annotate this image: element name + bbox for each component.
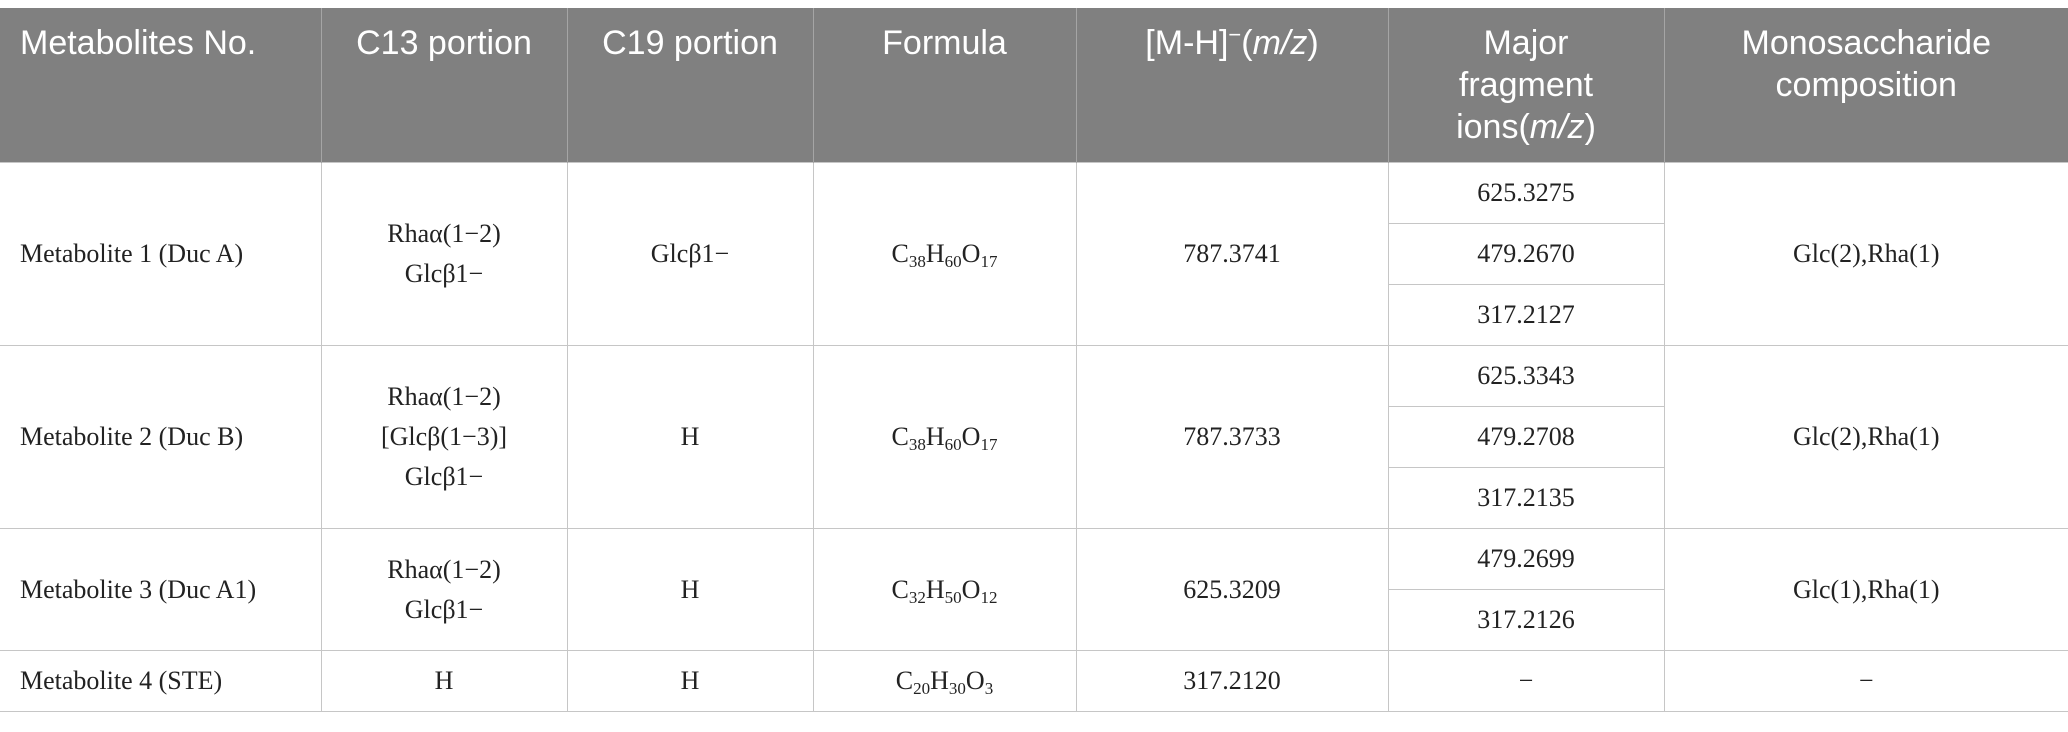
mz-value: 787.3733 [1076, 346, 1388, 529]
c13-portion: Rhaα(1−2) [Glcβ(1−3)] Glcβ1− [321, 346, 567, 529]
header-c19-portion: C19 portion [567, 8, 813, 163]
fragment-ion: 317.2135 [1388, 468, 1664, 529]
fragment-ion: 479.2708 [1388, 407, 1664, 468]
c19-portion: H [567, 529, 813, 651]
fragment-ion: 479.2670 [1388, 224, 1664, 285]
monosaccharide-composition: Glc(2),Rha(1) [1664, 346, 2068, 529]
table-row [0, 651, 2068, 712]
fragment-ion: 317.2126 [1388, 590, 1664, 651]
c19-portion: Glcβ1− [567, 163, 813, 346]
header-mz: [M-H]−(m/z) [1076, 8, 1388, 163]
metabolites-table [0, 8, 2068, 712]
c13-portion: Rhaα(1−2) Glcβ1− [321, 529, 567, 651]
monosaccharide-composition: − [1664, 651, 2068, 712]
c13-portion: H [321, 651, 567, 712]
header-monosaccharide-composition: Monosaccharide composition [1664, 8, 2068, 163]
mz-value: 625.3209 [1076, 529, 1388, 651]
metabolite-name: Metabolite 3 (Duc A1) [0, 529, 321, 651]
formula: $C_{38}H_{60}O_{17}$ [813, 346, 1076, 529]
mz-value: 787.3741 [1076, 163, 1388, 346]
fragment-ion: 625.3343 [1388, 346, 1664, 407]
formula: $C_{38}H_{60}O_{17}$ [813, 163, 1076, 346]
formula: $C_{32}H_{50}O_{12}$ [813, 529, 1076, 651]
c19-portion: H [567, 651, 813, 712]
fragment-ion: − [1388, 651, 1664, 712]
header-c13-portion: C13 portion [321, 8, 567, 163]
c13-portion: Rhaα(1−2) Glcβ1− [321, 163, 567, 346]
fragment-ion: 479.2699 [1388, 529, 1664, 590]
monosaccharide-composition: Glc(1),Rha(1) [1664, 529, 2068, 651]
c19-portion: H [567, 346, 813, 529]
table-row [0, 529, 2068, 590]
header-row [0, 8, 2068, 163]
metabolite-name: Metabolite 1 (Duc A) [0, 163, 321, 346]
formula: $C_{20}H_{30}O_3$ [813, 651, 1076, 712]
metabolite-name: Metabolite 2 (Duc B) [0, 346, 321, 529]
header-formula: Formula [813, 8, 1076, 163]
table-row [0, 346, 2068, 407]
metabolite-name: Metabolite 4 (STE) [0, 651, 321, 712]
mz-value: 317.2120 [1076, 651, 1388, 712]
table-row [0, 163, 2068, 224]
monosaccharide-composition: Glc(2),Rha(1) [1664, 163, 2068, 346]
header-major-fragment-ions: Major fragment ions(m/z) [1388, 8, 1664, 163]
fragment-ion: 317.2127 [1388, 285, 1664, 346]
header-metabolite: Metabolites No. [0, 8, 321, 163]
fragment-ion: 625.3275 [1388, 163, 1664, 224]
